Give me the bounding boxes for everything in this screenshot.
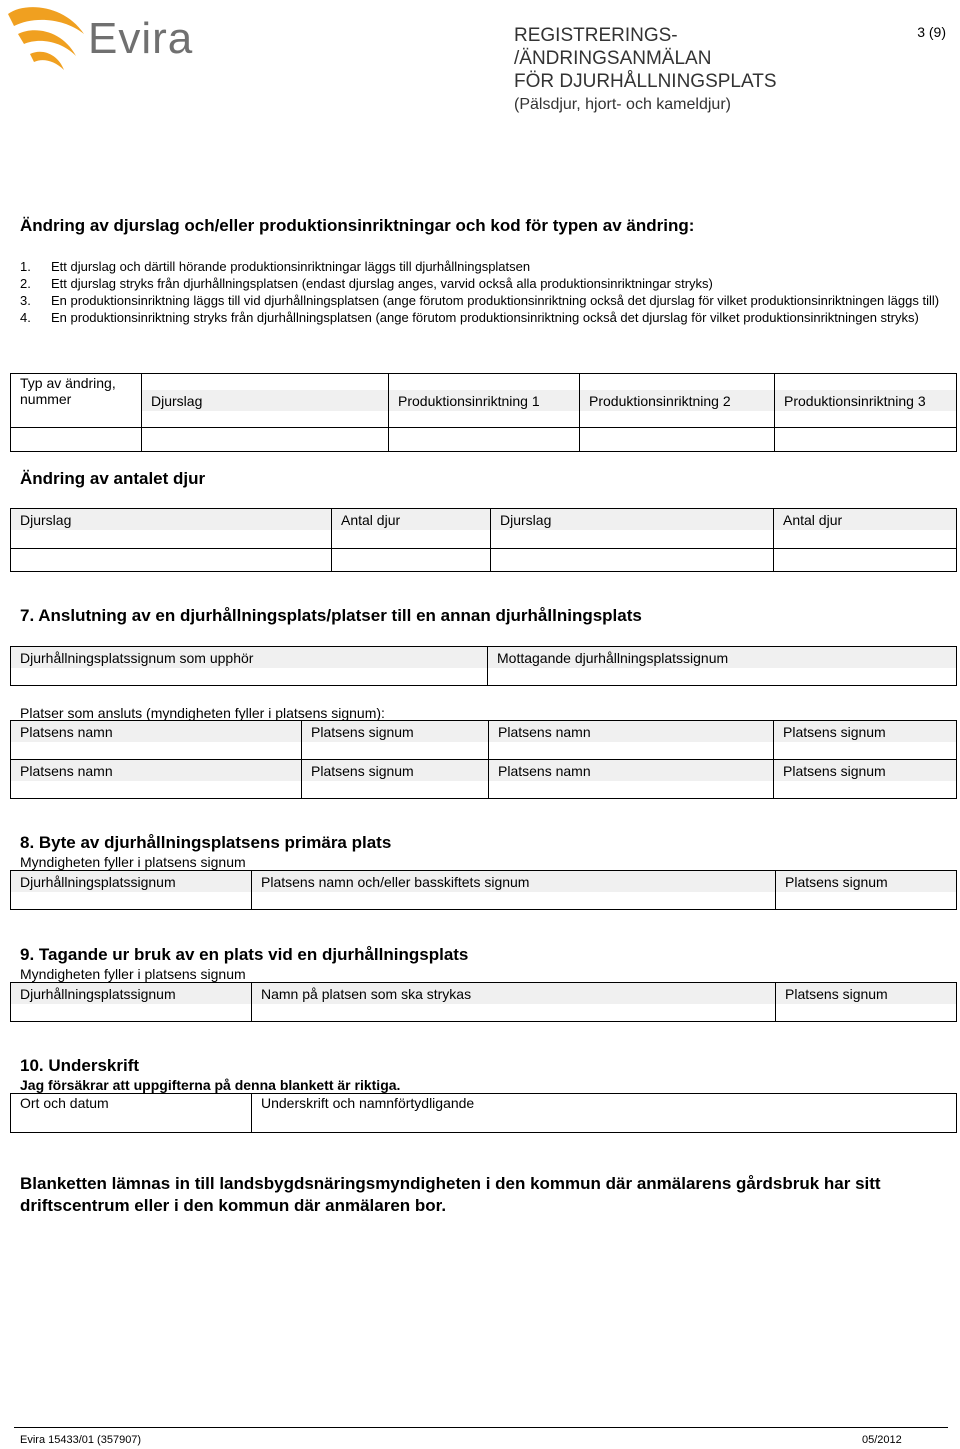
header-cell: Produktionsinriktning 3 xyxy=(775,374,957,428)
form-title xyxy=(514,24,777,116)
input-cell[interactable] xyxy=(11,428,142,452)
input-cell[interactable] xyxy=(491,549,774,572)
places-table xyxy=(10,720,957,799)
title-line: FÖR DJURHÅLLNINGSPLATS xyxy=(514,71,777,92)
input-cell[interactable] xyxy=(774,549,957,572)
input-cell[interactable]: Platsens namn och/eller basskiftets signum xyxy=(252,871,776,910)
section7-table xyxy=(10,646,957,686)
input-cell[interactable]: Platsens signum xyxy=(776,983,957,1022)
places-label: Platser som ansluts (myndigheten fyller i platsens signum): xyxy=(20,705,385,721)
input-cell[interactable]: Platsens signum xyxy=(302,760,489,799)
change-type-list xyxy=(20,258,940,326)
footer-right: 05/2012 xyxy=(862,1434,902,1446)
header-cell: Antal djur xyxy=(332,509,491,549)
logo-text: Evira xyxy=(88,14,194,63)
header-cell: Djurslag xyxy=(11,509,332,549)
section8-table xyxy=(10,870,957,910)
section-change-heading: Ändring av djurslag och/eller produktionsinriktningar och kod för typen av ändring: xyxy=(20,216,695,235)
section9-table xyxy=(10,982,957,1022)
input-cell[interactable] xyxy=(142,428,389,452)
title-line: /ÄNDRINGSANMÄLAN xyxy=(514,48,712,69)
input-cell[interactable]: Djurhållningsplatssignum xyxy=(11,983,252,1022)
input-cell[interactable]: Platsens namn xyxy=(11,721,302,760)
input-cell[interactable]: Platsens signum xyxy=(774,721,957,760)
input-cell[interactable]: Ort och datum xyxy=(11,1094,252,1133)
section8-heading: 8. Byte av djurhållningsplatsens primära plats xyxy=(20,833,392,852)
input-cell[interactable]: Mottagande djurhållningsplatssignum xyxy=(488,647,957,686)
input-cell[interactable]: Namn på platsen som ska strykas xyxy=(252,983,776,1022)
input-cell[interactable]: Platsens namn xyxy=(11,760,302,799)
input-cell[interactable]: Platsens namn xyxy=(489,721,774,760)
section7-heading: 7. Anslutning av en djurhållningsplats/platser till en annan djurhållningsplats xyxy=(20,606,642,625)
header-cell: Antal djur xyxy=(774,509,957,549)
input-cell[interactable]: Platsens signum xyxy=(774,760,957,799)
footer-left: Evira 15433/01 (357907) xyxy=(20,1434,142,1446)
list-item: 4. En produktionsinriktning stryks från djurhållningsplatsen (ange förutom produktionsinriktning också det djurslag för vilket produktionsinriktningen stryks) xyxy=(20,310,919,325)
section10-table xyxy=(10,1093,957,1133)
footer-divider xyxy=(14,1427,948,1428)
input-cell[interactable]: Platsens namn xyxy=(489,760,774,799)
section10-heading: 10. Underskrift xyxy=(20,1056,140,1075)
input-cell[interactable]: Djurhållningsplatssignum xyxy=(11,871,252,910)
section-count-heading: Ändring av antalet djur xyxy=(20,469,206,488)
count-table xyxy=(10,508,957,572)
input-cell[interactable] xyxy=(332,549,491,572)
input-cell[interactable]: Platsens signum xyxy=(302,721,489,760)
list-item: 2. Ett djurslag stryks från djurhållningsplatsen (endast djurslag anges, varvid också alla produktionsinriktningar stryks) xyxy=(20,276,713,291)
input-cell[interactable] xyxy=(580,428,775,452)
closing-note: Blanketten lämnas in till landsbygdsnäringsmyndigheten i den kommun där anmälarens gårdsbruk har sitt driftscentrum eller i den kommun där anmälaren bor. xyxy=(20,1174,881,1215)
input-cell[interactable] xyxy=(775,428,957,452)
evira-logo-mark-icon xyxy=(4,4,94,74)
input-cell[interactable] xyxy=(11,549,332,572)
header-cell: Typ av ändring, nummer xyxy=(11,374,142,428)
section9-heading: 9. Tagande ur bruk av en plats vid en djurhållningsplats xyxy=(20,945,469,964)
header-cell: Produktionsinriktning 2 xyxy=(580,374,775,428)
title-line: REGISTRERINGS- xyxy=(514,25,678,46)
section9-sub: Myndigheten fyller i platsens signum xyxy=(20,966,246,982)
header-cell: Produktionsinriktning 1 xyxy=(389,374,580,428)
section8-sub: Myndigheten fyller i platsens signum xyxy=(20,854,246,870)
change-table xyxy=(10,373,957,452)
list-item: 3. En produktionsinriktning läggs till vid djurhållningsplatsen (ange förutom produktionsinriktning också det djurslag för vilket produktionsinriktningen läggs till) xyxy=(20,293,940,308)
list-item: 1. Ett djurslag och därtill hörande produktionsinriktningar läggs till djurhållningsplatsen xyxy=(20,259,531,274)
header-cell: Djurslag xyxy=(142,374,389,428)
header-cell: Djurslag xyxy=(491,509,774,549)
input-cell[interactable]: Platsens signum xyxy=(776,871,957,910)
title-line: (Pälsdjur, hjort- och kameldjur) xyxy=(514,96,731,113)
page-number: 3 (9) xyxy=(917,24,946,40)
input-cell[interactable] xyxy=(389,428,580,452)
section10-sub: Jag försäkrar att uppgifterna på denna blankett är riktiga. xyxy=(20,1077,401,1093)
input-cell[interactable]: Djurhållningsplatssignum som upphör xyxy=(11,647,488,686)
input-cell[interactable]: Underskrift och namnförtydligande xyxy=(252,1094,957,1133)
